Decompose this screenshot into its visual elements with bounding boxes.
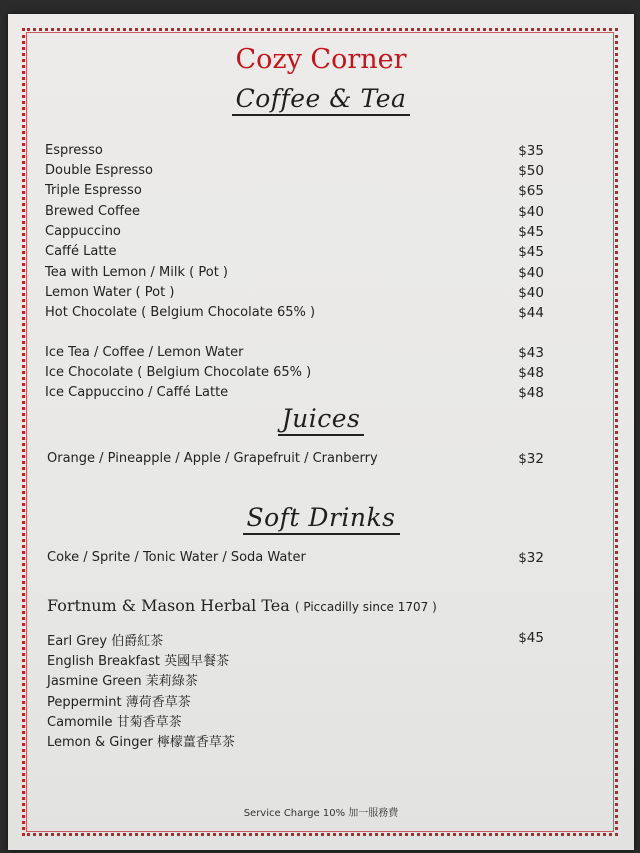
menu-item-price: $35 [518,143,544,159]
soft-drinks-heading: Soft Drinks [8,503,634,535]
menu-item: Ice Cappuccino / Caffé Latte [45,385,229,400]
herbal-tea-note: ( Piccadilly since 1707 ) [294,600,437,614]
menu-item: Espresso [45,143,103,158]
menu-item: Ice Tea / Coffee / Lemon Water [45,345,244,360]
menu-item-price: $45 [518,224,544,240]
menu-item-price: $45 [518,244,544,260]
menu-item: Brewed Coffee [45,204,140,219]
herbal-tea-price: $45 [518,630,544,646]
menu-title: Cozy Corner [235,44,407,75]
menu-item-price: $40 [518,204,544,220]
menu-item-price: $48 [518,385,544,401]
herbal-tea-item: Lemon & Ginger 檸檬薑香草茶 [47,735,235,750]
menu-item-price: $40 [518,285,544,301]
menu-item: Orange / Pineapple / Apple / Grapefruit / Cranberry [47,451,378,466]
menu-item-price: $65 [518,183,544,199]
menu-page [8,14,634,850]
menu-item-price: $48 [518,365,544,381]
menu-item-price: $44 [518,305,544,321]
herbal-tea-item: English Breakfast 英國早餐茶 [47,654,230,669]
menu-item: Cappuccino [45,224,121,239]
menu-item: Tea with Lemon / Milk ( Pot ) [45,265,228,280]
menu-item-price: $40 [518,265,544,281]
service-charge-note: Service Charge 10% 加一服務費 [243,808,399,819]
herbal-tea-heading: Fortnum & Mason Herbal Tea ( Piccadilly since 1707 ) [47,596,437,615]
menu-item: Double Espresso [45,163,153,178]
menu-item: Lemon Water ( Pot ) [45,285,175,300]
juices-heading: Juices [8,404,634,436]
menu-item: Coke / Sprite / Tonic Water / Soda Water [47,550,306,565]
herbal-tea-item: Earl Grey 伯爵紅茶 [47,634,164,649]
menu-item: Triple Espresso [45,183,142,198]
coffee-tea-heading: Coffee & Tea [8,84,634,116]
herbal-tea-item: Jasmine Green 茉莉綠茶 [47,674,198,689]
herbal-tea-item: Peppermint 薄荷香草茶 [47,695,191,710]
menu-item-price: $32 [518,451,544,467]
menu-item-price: $32 [518,550,544,566]
menu-item-price: $50 [518,163,544,179]
menu-item: Hot Chocolate ( Belgium Chocolate 65% ) [45,305,316,320]
menu-item: Caffé Latte [45,244,117,259]
menu-item: Ice Chocolate ( Belgium Chocolate 65% ) [45,365,312,380]
herbal-tea-item: Camomile 甘菊香草茶 [47,715,182,730]
menu-item-price: $43 [518,345,544,361]
